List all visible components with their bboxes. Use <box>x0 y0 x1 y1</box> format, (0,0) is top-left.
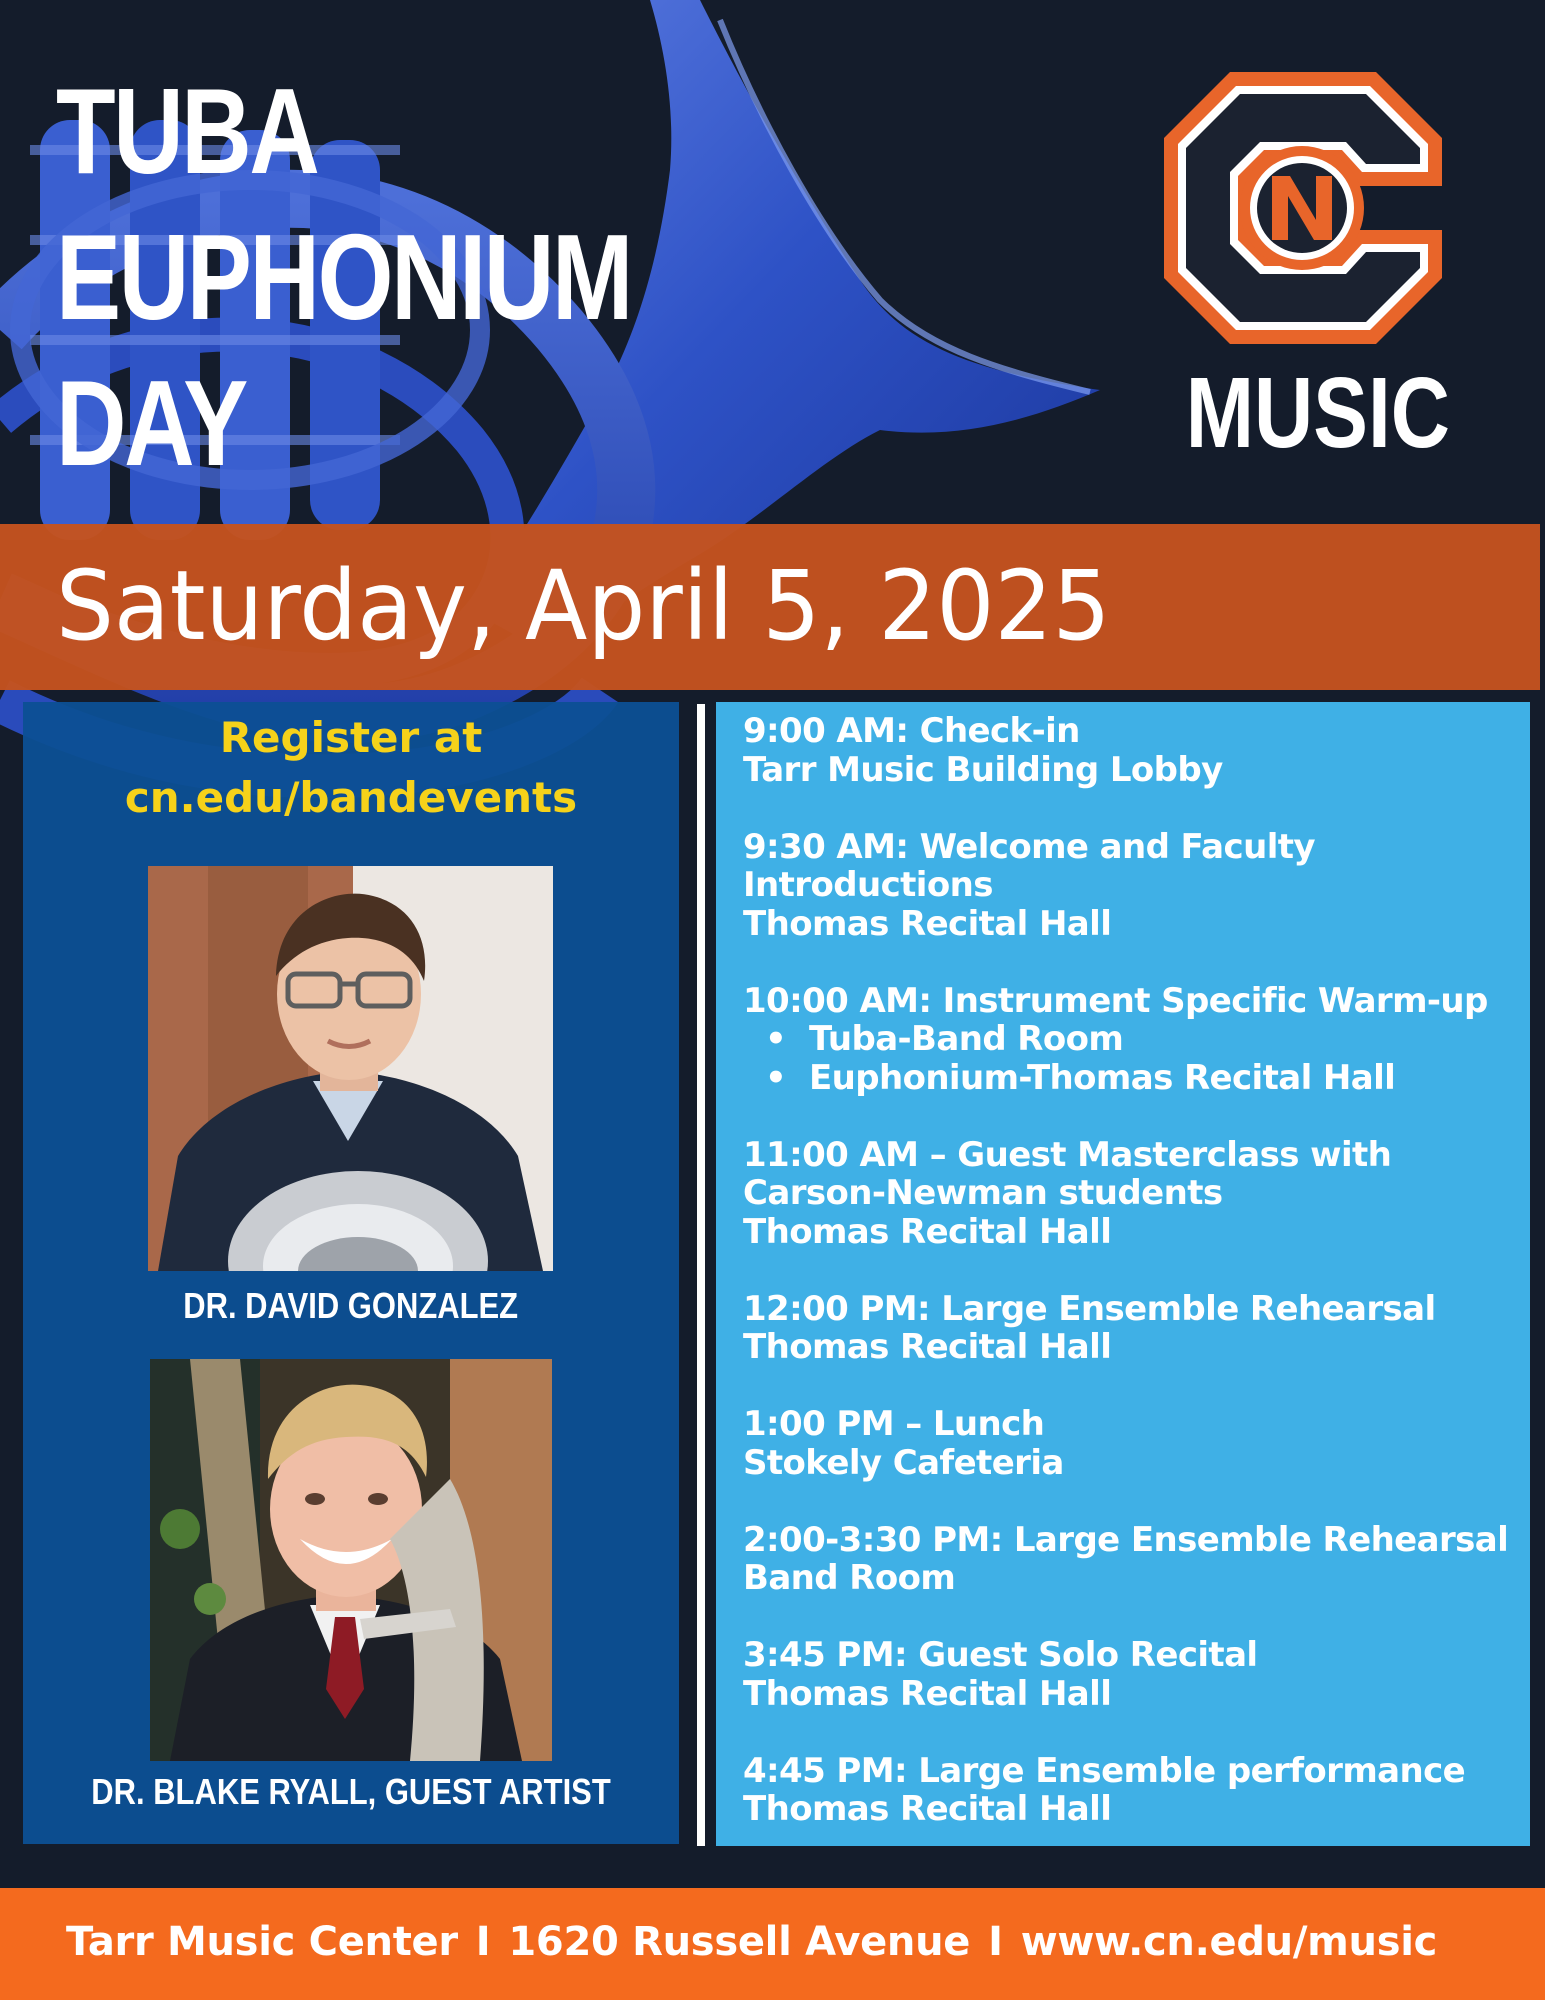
logo-label: MUSIC <box>1185 357 1450 469</box>
schedule-time: 1:00 PM – Lunch <box>743 1404 1045 1444</box>
schedule-bullet: • Euphonium-Thomas Recital Hall <box>765 1059 1533 1098</box>
schedule-time: 9:00 AM: Check-in <box>743 711 1080 751</box>
portrait-icon <box>150 1359 552 1761</box>
faculty-caption <box>23 1284 679 1328</box>
schedule-list <box>743 712 1533 1867</box>
footer-venue: Tarr Music Center <box>66 1919 458 1965</box>
title-line: TUBA <box>56 63 318 199</box>
faculty-photo <box>148 866 553 1271</box>
schedule-detail: Thomas Recital Hall <box>743 1673 1112 1714</box>
schedule-detail: Thomas Recital Hall <box>743 1327 1112 1367</box>
schedule-detail: Stokely Cafeteria <box>743 1442 1064 1483</box>
schedule-detail: Thomas Recital Hall <box>743 1789 1112 1829</box>
schedule-item <box>743 828 1533 944</box>
schedule-time: 9:30 AM: Welcome and Faculty <box>743 826 1315 867</box>
register-link[interactable]: cn.edu/bandevents <box>124 773 578 822</box>
cn-music-logo <box>1160 68 1450 469</box>
schedule-detail: Band Room <box>743 1558 956 1598</box>
cn-logo-icon <box>1160 68 1446 348</box>
schedule-time: 2:00-3:30 PM: Large Ensemble Rehearsal <box>743 1519 1509 1560</box>
schedule-time: 4:45 PM: Large Ensemble performance <box>743 1750 1466 1791</box>
schedule-item <box>743 1290 1533 1367</box>
schedule-item <box>743 1636 1533 1713</box>
portrait-icon <box>148 866 553 1271</box>
schedule-time: 3:45 PM: Guest Solo Recital <box>743 1635 1258 1675</box>
schedule-item <box>743 1136 1533 1252</box>
schedule-detail: Introductions <box>743 865 993 905</box>
schedule-detail: Thomas Recital Hall <box>743 903 1112 944</box>
title-line: EUPHONIUM <box>56 209 631 345</box>
schedule-detail: Carson-Newman students <box>743 1173 1223 1213</box>
guest-artist-photo <box>150 1359 552 1761</box>
footer-info <box>66 1912 1437 1972</box>
panel-divider <box>697 704 705 1846</box>
schedule-item <box>743 712 1533 789</box>
schedule-item <box>743 982 1533 1098</box>
schedule-item <box>743 1405 1533 1482</box>
guest-artist-caption <box>23 1770 679 1814</box>
footer-separator: I <box>988 1919 1003 1965</box>
event-date: Saturday, April 5, 2025 <box>56 550 1111 662</box>
schedule-bullets <box>743 1020 1533 1097</box>
footer-address: 1620 Russell Avenue <box>508 1919 971 1965</box>
schedule-item <box>743 1752 1533 1829</box>
schedule-detail: Tarr Music Building Lobby <box>743 749 1223 790</box>
register-label: Register at <box>219 713 483 762</box>
caption-text: DR. BLAKE RYALL, GUEST ARTIST <box>91 1771 611 1812</box>
event-title <box>56 58 631 496</box>
schedule-time: 10:00 AM: Instrument Specific Warm-up <box>743 980 1488 1021</box>
schedule-item <box>743 1521 1533 1598</box>
registration-info <box>23 708 679 828</box>
title-line: DAY <box>56 355 246 491</box>
schedule-time: 12:00 PM: Large Ensemble Rehearsal <box>743 1288 1436 1329</box>
schedule-bullet: • Tuba-Band Room <box>765 1020 1533 1059</box>
caption-text: DR. DAVID GONZALEZ <box>183 1285 519 1326</box>
footer-separator: I <box>475 1919 491 1965</box>
schedule-detail: Thomas Recital Hall <box>743 1211 1112 1252</box>
footer-website[interactable]: www.cn.edu/music <box>1020 1919 1438 1965</box>
schedule-time: 11:00 AM – Guest Masterclass with <box>743 1134 1392 1175</box>
